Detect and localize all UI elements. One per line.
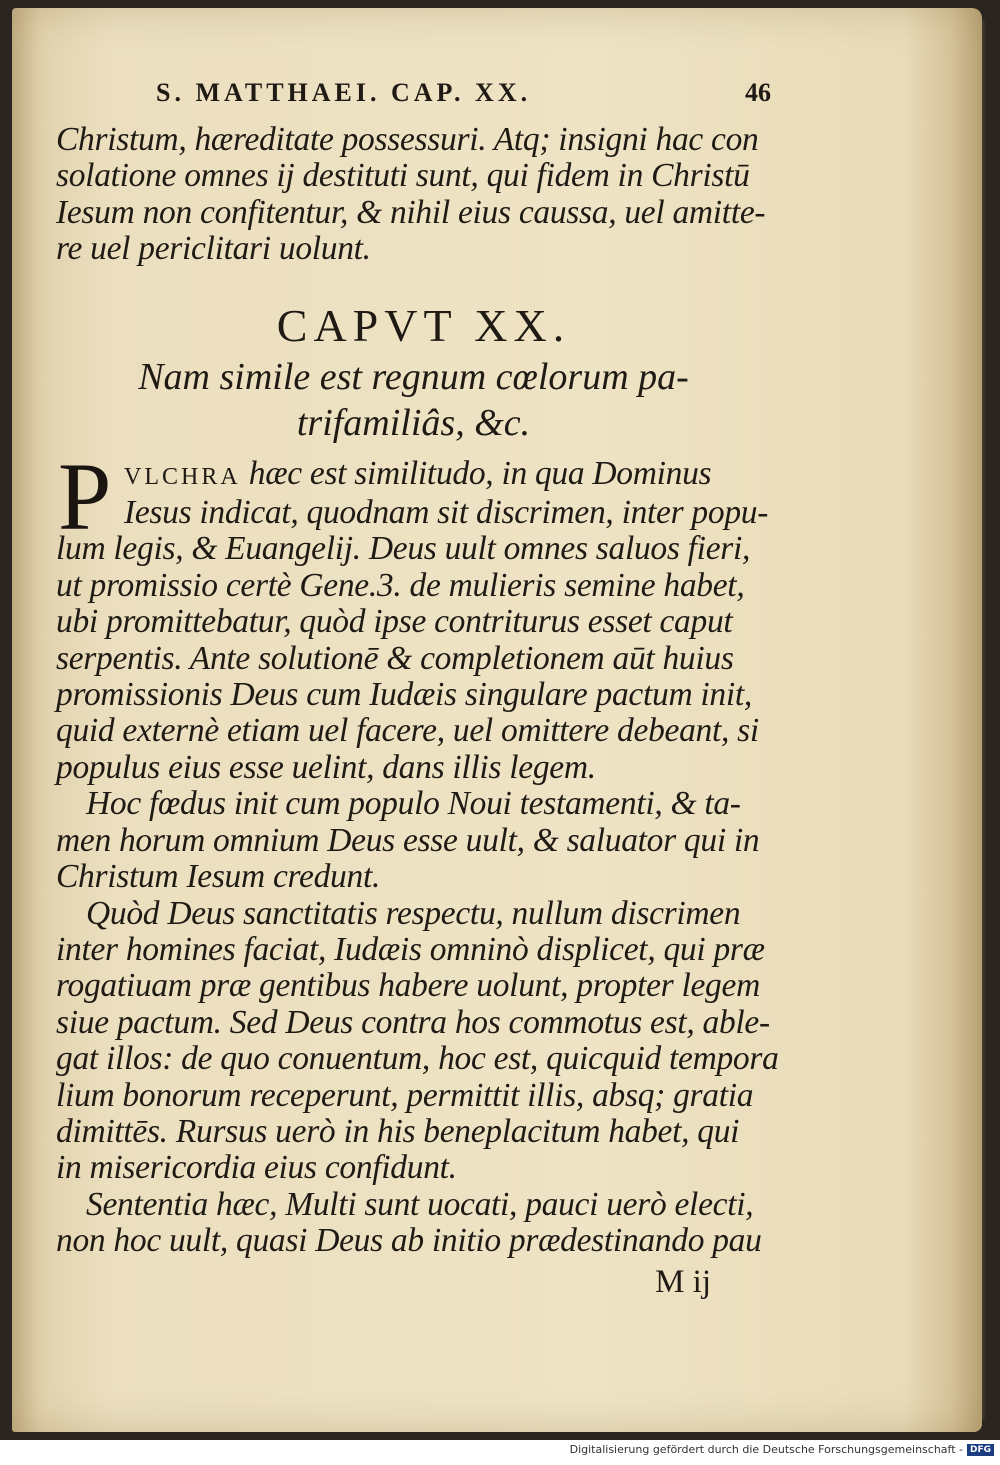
text-line: promissionis Deus cum Iudæis singulare pactum init,	[56, 676, 752, 714]
text-line: populus eius esse uelint, dans illis legem.	[56, 748, 596, 786]
fourth-paragraph	[56, 1187, 771, 1260]
text-line: ubi promittebatur, quòd ipse contriturus esset caput	[56, 603, 733, 641]
text-line: lum legis, & Euangelij. Deus uult omnes saluos fieri,	[56, 530, 751, 568]
text-line: men horum omnium Deus esse uult, & saluator qui in	[56, 821, 760, 859]
credit-text: Digitalisierung gefördert durch die Deutsche Forschungsgemeinschaft -	[569, 1443, 963, 1456]
third-paragraph	[56, 894, 779, 1187]
running-header	[56, 78, 771, 122]
text-line: Christum Iesum credunt.	[56, 858, 381, 896]
signature-mark: M ij	[655, 1263, 711, 1300]
text-line: Sententia hæc, Multi sunt uocati, pauci uerò electi,	[86, 1185, 754, 1223]
page-number: 46	[745, 78, 771, 107]
page-text	[56, 78, 779, 1302]
verse-line: trifamiliâs, &c.	[296, 401, 531, 444]
text-line: solatione omnes ij destituti sunt, qui fidem in Christū	[56, 157, 750, 195]
text-line: re uel periclitari uolunt.	[56, 230, 371, 268]
text-line	[56, 456, 771, 495]
verse-line: Nam simile est regnum cœlorum pa-	[138, 355, 689, 398]
text-line: Iesus indicat, quodnam sit discrimen, inter popu-	[124, 494, 769, 532]
text-line: non hoc uult, quasi Deus ab initio prædestinando pau	[56, 1222, 762, 1260]
verse-heading	[56, 354, 771, 446]
drop-cap: P	[58, 442, 112, 550]
text-line: lium bonorum receperunt, permittit illis, absq; gratia	[56, 1076, 754, 1114]
continuation-text	[56, 122, 771, 268]
text-line: Christum, hæreditate possessuri. Atq; insigni hac con	[56, 121, 759, 158]
dfg-logo[interactable]: DFG	[967, 1444, 994, 1456]
text-line: Iesum non confitentur, & nihil eius caussa, uel amitte-	[56, 193, 766, 231]
text-line: Hoc fœdus init cum populo Noui testamenti, & ta-	[86, 785, 741, 823]
text-line: rogatiuam præ gentibus habere uolunt, propter legem	[56, 967, 760, 1005]
text-line-rest: hæc est similitudo, in qua Dominus	[240, 454, 712, 492]
footer-credit	[570, 1443, 994, 1456]
running-title: S. MATTHAEI. CAP. XX.	[156, 78, 532, 107]
text-line: siue pactum. Sed Deus contra hos commotus est, able-	[56, 1003, 770, 1041]
text-line: Quòd Deus sanctitatis respectu, nullum discrimen	[86, 894, 741, 932]
text-line: ut promissio certè Gene.3. de mulieris semine habet,	[56, 566, 745, 604]
first-paragraph	[56, 442, 771, 787]
text-line: inter homines faciat, Iudæis omninò displicet, qui præ	[56, 930, 765, 968]
chapter-title: CAPVT XX.	[276, 299, 571, 351]
text-line: quid externè etiam uel facere, uel omittere debeant, si	[56, 712, 759, 750]
text-line: in misericordia eius confidunt.	[56, 1149, 457, 1187]
text-line: gat illos: de quo conuentum, hoc est, quicquid tempora	[56, 1040, 779, 1078]
second-paragraph	[56, 786, 771, 895]
text-line: serpentis. Ante solutionē & completionem aūt huius	[56, 639, 734, 677]
text-line: dimittēs. Rursus uerò in his beneplacitum habet, qui	[56, 1112, 740, 1150]
smallcaps-word: VLCHRA	[124, 463, 241, 490]
